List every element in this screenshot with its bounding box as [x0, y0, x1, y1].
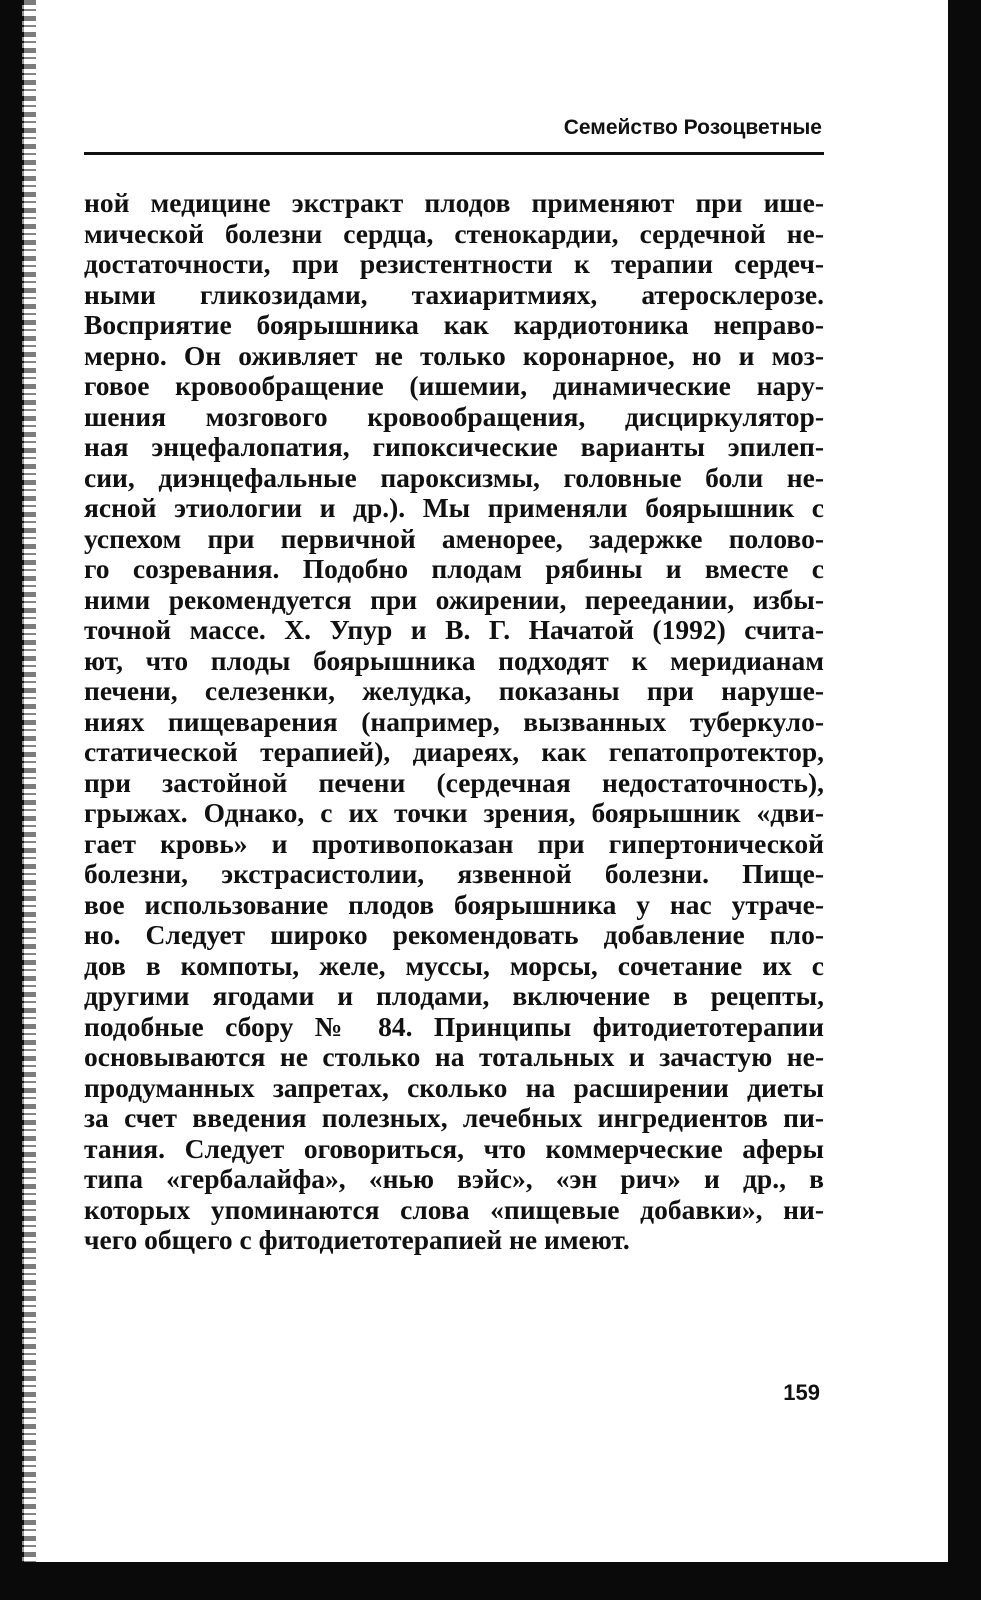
text-line: ными гликозидами, тахиаритмиях, атеросклерозе. — [84, 278, 824, 310]
text-line: ная энцефалопатия, гипоксические варианты эпилеп- — [84, 431, 824, 462]
text-line: шения мозгового кровообращения, дисциркулятор- — [84, 400, 824, 432]
text-line: гает кровь» и противопоказан при гипертонической — [84, 827, 824, 859]
text-line-last: чего общего с фитодиетотерапией не имеют. — [84, 1224, 630, 1255]
text-line: грыжах. Однако, с их точки зрения, боярышник «дви- — [84, 797, 824, 828]
text-line: болезни, экстрасистолии, язвенной болезни. Пище- — [84, 858, 824, 889]
text-line: ясной этиологии и др.). Мы применяли боярышник с — [84, 492, 824, 523]
text-line: мерно. Он оживляет не только коронарное, но и моз- — [84, 339, 824, 371]
text-line: другими ягодами и плодами, включение в рецепты, — [84, 980, 824, 1011]
header-rule — [84, 152, 824, 155]
scan-left-edge-noise — [22, 0, 36, 1600]
text-line: которых упоминаются слова «пищевые добавки», ни- — [84, 1193, 824, 1225]
text-line: тания. Следует оговориться, что коммерческие аферы — [84, 1132, 824, 1164]
text-line: основываются не столько на тотальных и зачастую не- — [84, 1041, 824, 1072]
scan-right-edge — [948, 0, 981, 1600]
text-line: при застойной печени (сердечная недостаточность), — [84, 766, 824, 798]
page-number: 159 — [783, 1380, 820, 1405]
text-line: ниях пищеварения (например, вызванных туберкуло- — [84, 705, 824, 737]
text-line: продуманных запретах, сколько на расширении диеты — [84, 1071, 824, 1103]
text-line: го созревания. Подобно плодам рябины и вместе с — [84, 553, 824, 584]
scan-bottom-edge — [0, 1562, 981, 1600]
body-text — [84, 188, 824, 1256]
text-line: Восприятие боярышника как кардиотоника неправо- — [84, 309, 824, 340]
text-line: за счет введения полезных, лечебных ингредиентов пи- — [84, 1102, 824, 1133]
text-line: ют, что плоды боярышника подходят к меридианам — [84, 644, 824, 676]
text-line: успехом при первичной аменорее, задержке полово- — [84, 522, 824, 554]
text-line: но. Следует широко рекомендовать добавление пло- — [84, 919, 824, 950]
text-line: достаточности, при резистентности к терапии сердеч- — [84, 248, 824, 279]
text-line: точной массе. Х. Упур и В. Г. Начатой (1992) счита- — [84, 614, 824, 645]
running-head: Семейство Розоцветные — [563, 116, 822, 139]
text-line: печени, селезенки, желудка, показаны при наруше- — [84, 675, 824, 706]
text-line: сии, диэнцефальные пароксизмы, головные боли не- — [84, 461, 824, 493]
text-line: мической болезни сердца, стенокардии, сердечной не- — [84, 217, 824, 249]
scan-left-edge — [0, 0, 24, 1600]
text-line: статической терапией), диареях, как гепатопротектор, — [84, 736, 824, 767]
text-line: вое использование плодов боярышника у нас утраче- — [84, 888, 824, 920]
text-line: ними рекомендуется при ожирении, переедании, избы- — [84, 583, 824, 615]
text-line: дов в компоты, желе, муссы, морсы, сочетание их с — [84, 949, 824, 981]
text-line: подобные сбору № 84. Принципы фитодиетотерапии — [84, 1010, 824, 1042]
text-line: говое кровообращение (ишемии, динамические нару- — [84, 370, 824, 401]
text-line: типа «гербалайфа», «нью вэйс», «эн рич» и др., в — [84, 1163, 824, 1194]
text-line: ной медицине экстракт плодов применяют при ише- — [84, 187, 824, 218]
